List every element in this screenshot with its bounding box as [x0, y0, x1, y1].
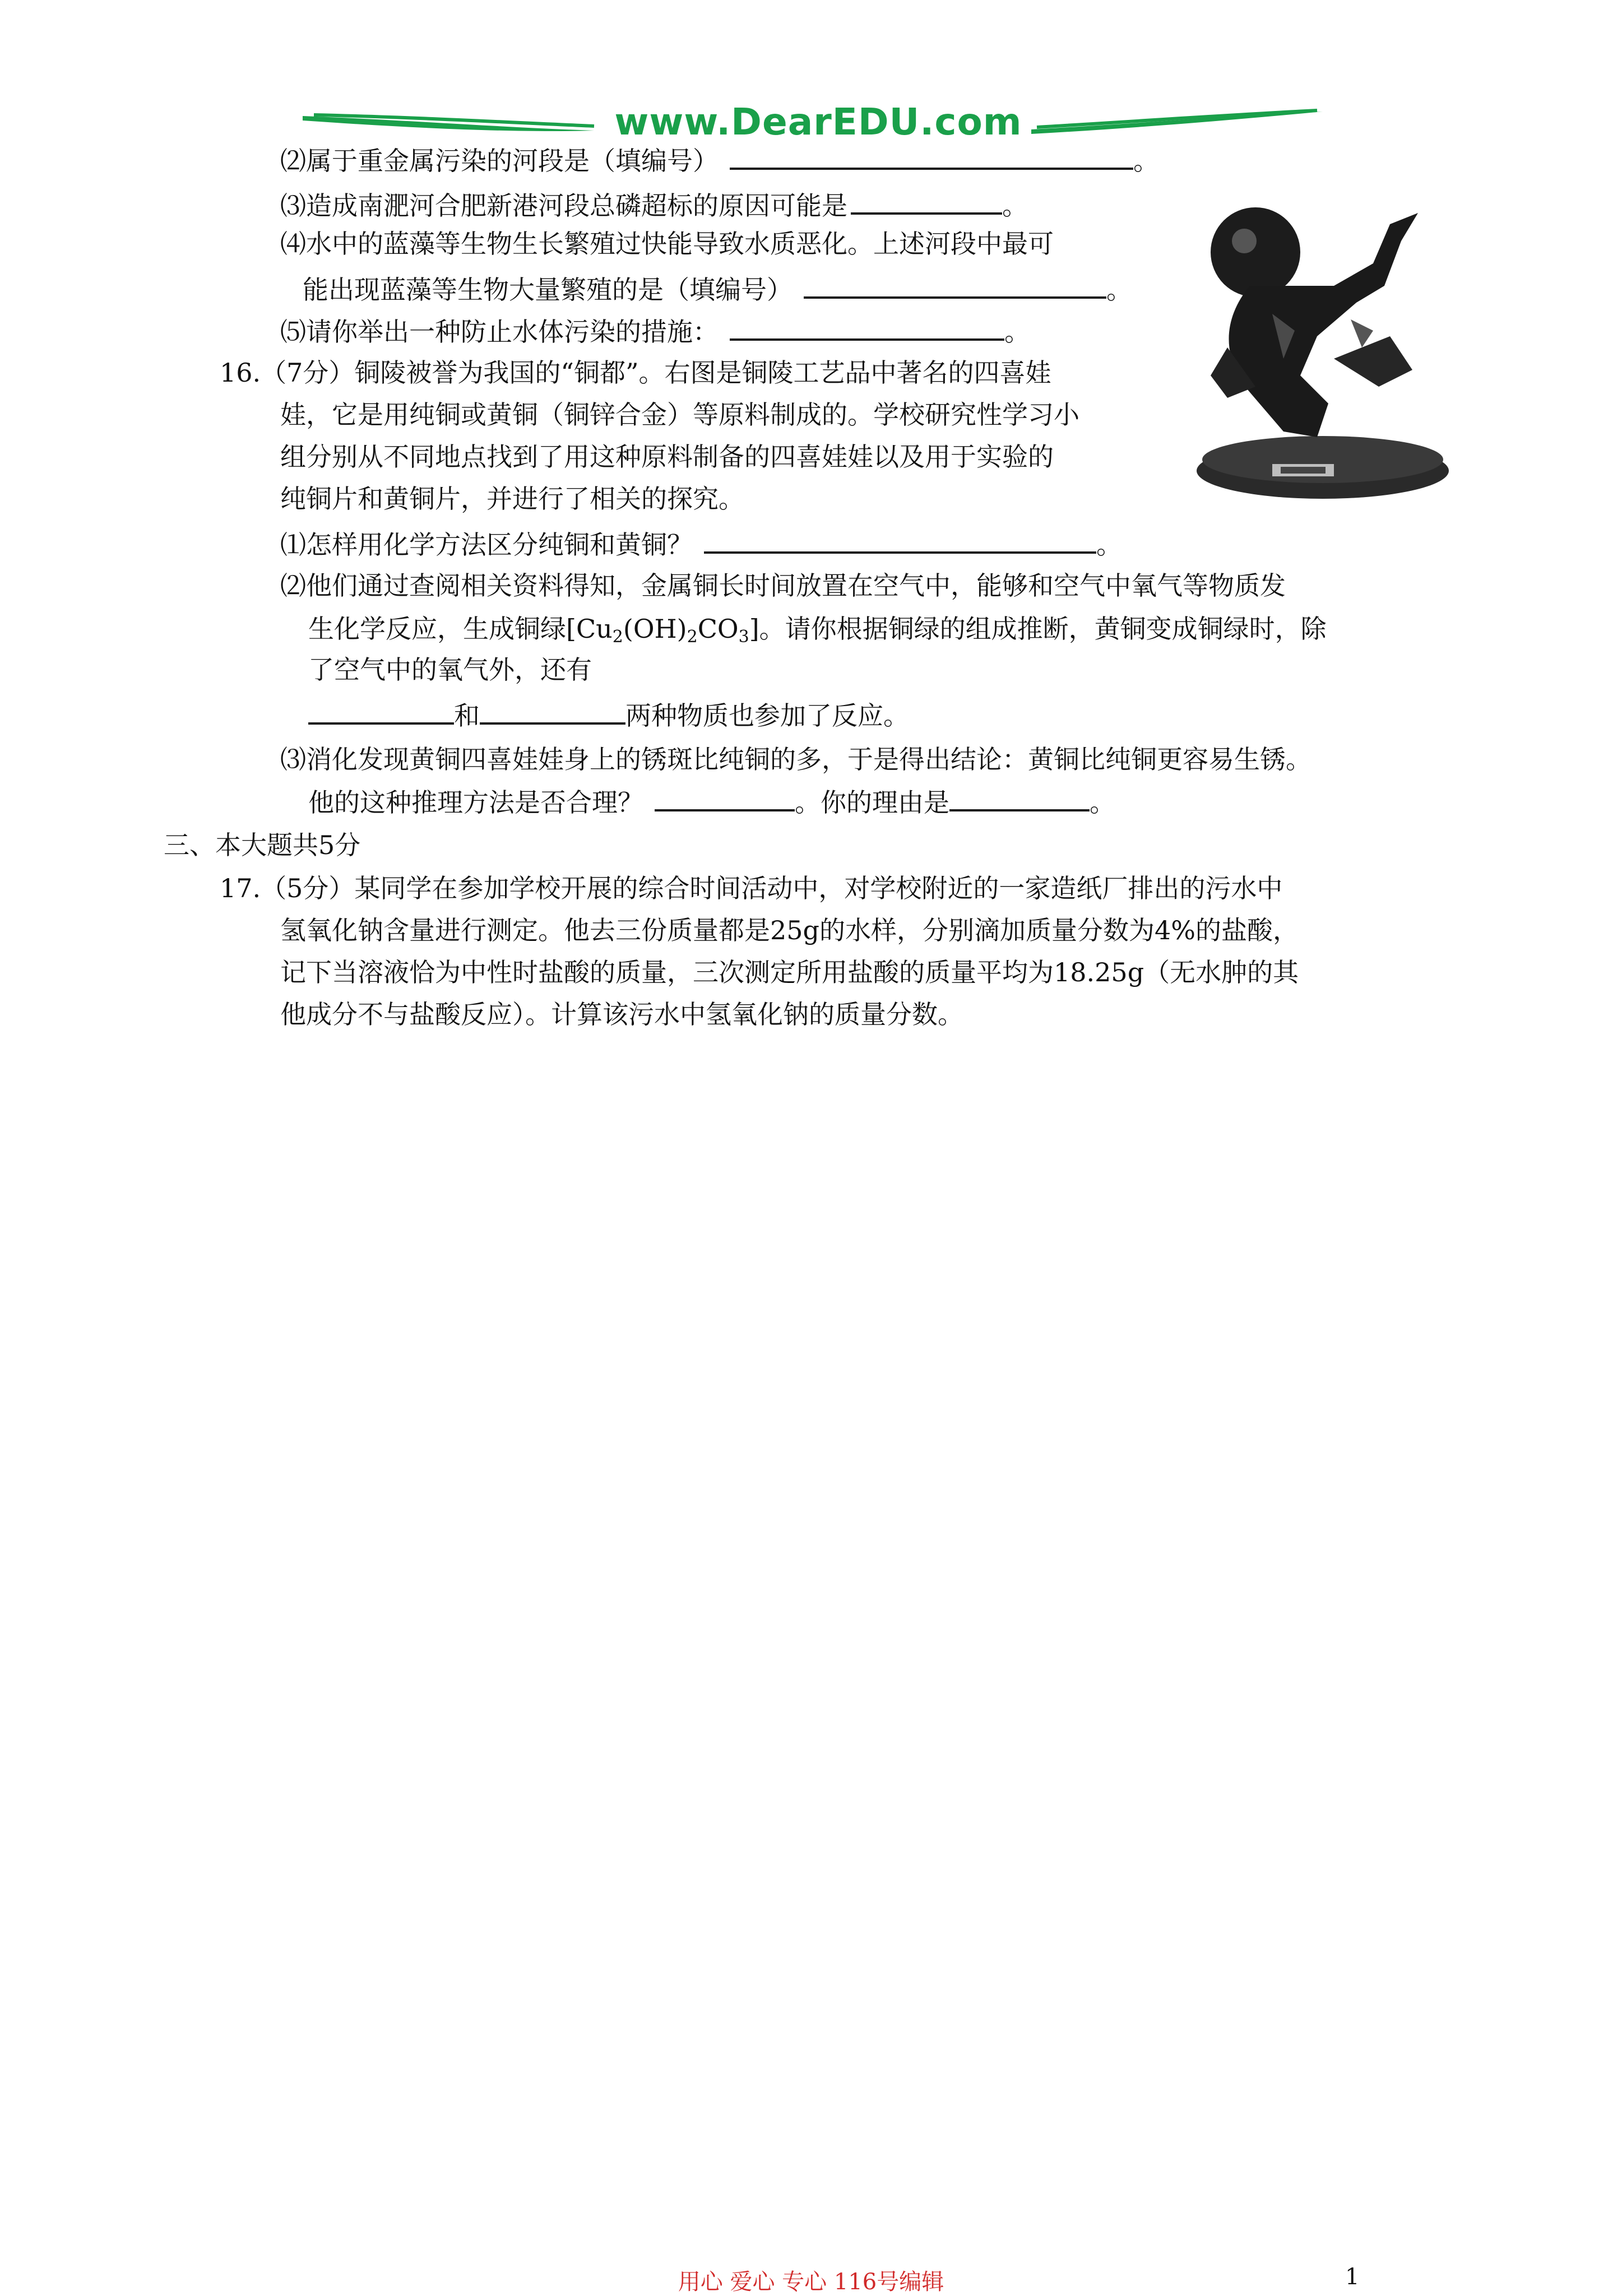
q16-line1: 16.（7分）铜陵被誉为我国的“铜都”。右图是铜陵工艺品中著名的四喜娃	[220, 358, 1051, 388]
q16-line2: 娃，它是用纯铜或黄铜（铜锌合金）等原料制成的。学校研究性学习小	[280, 400, 1079, 430]
q15-item3	[280, 188, 1028, 222]
answer-blank[interactable]	[949, 785, 1090, 811]
q16-item3-end: 。	[1090, 787, 1115, 818]
q17-line4: 他成分不与盐酸反应）。计算该污水中氢氧化钠的质量分数。	[280, 999, 963, 1029]
answer-blank[interactable]	[655, 785, 795, 811]
formula-subscript: 2	[612, 627, 623, 647]
q17-line3: 记下当溶液恰为中性时盐酸的质量，三次测定所用盐酸的质量平均为18.25g（无水肿的其	[280, 957, 1299, 987]
q15-item2	[280, 143, 1159, 178]
q15-item5-end: 。	[1004, 317, 1030, 347]
q16-item2-line1: ⑵他们通过查阅相关资料得知，金属铜长时间放置在空气中，能够和空气中氧气等物质发	[280, 570, 1286, 601]
formula-subscript: 2	[687, 627, 698, 647]
answer-blank[interactable]	[851, 188, 1002, 215]
q16-item1	[280, 527, 1122, 562]
footer-text: 用心 爱心 专心 116号编辑	[678, 2269, 944, 2295]
q16-item2-line2	[308, 612, 1327, 646]
q15-item4-line2	[303, 272, 1132, 307]
q15-item5	[280, 314, 1030, 349]
q16-and-text: 和	[454, 701, 480, 731]
formula-text: 生化学反应，生成铜绿[Cu	[308, 614, 613, 644]
answer-blank[interactable]	[804, 272, 1106, 299]
formula-text: (OH)	[623, 614, 687, 644]
copper-doll-figurine-icon	[1188, 191, 1452, 504]
header-logo	[303, 100, 1323, 149]
q16-item2-end: 两种物质也参加了反应。	[625, 701, 909, 731]
q16-item1-text: ⑴怎样用化学方法区分纯铜和黄铜？	[280, 530, 693, 560]
q16-item3-mid: 。你的理由是	[795, 787, 949, 818]
q16-item1-end: 。	[1096, 530, 1122, 560]
logo-text: www.DearEDU.com	[614, 100, 1022, 143]
formula-subscript: 3	[738, 627, 749, 647]
q16-line4: 纯铜片和黄铜片，并进行了相关的探究。	[280, 484, 744, 514]
answer-blank[interactable]	[704, 527, 1096, 554]
q15-item2-text: ⑵属于重金属污染的河段是（填编号）	[280, 146, 719, 176]
formula-text: ]。请你根据铜绿的组成推断，黄铜变成铜绿时，除	[749, 614, 1327, 644]
answer-blank[interactable]	[308, 698, 454, 725]
answer-blank[interactable]	[480, 698, 625, 725]
q15-item4-end: 。	[1106, 275, 1132, 305]
figurine-image	[1188, 191, 1452, 504]
q16-item3-line2	[308, 785, 1115, 819]
q16-item3-line1: ⑶消化发现黄铜四喜娃娃身上的锈斑比纯铜的多，于是得出结论：黄铜比纯铜更容易生锈。	[280, 744, 1311, 774]
formula-text: CO	[697, 614, 739, 644]
q15-item4-text: 能出现蓝藻等生物大量繁殖的是（填编号）	[303, 275, 793, 305]
answer-blank[interactable]	[730, 314, 1004, 341]
q16-line3: 组分别从不同地点找到了用这种原料制备的四喜娃娃以及用于实验的	[280, 442, 1054, 472]
q15-item3-text: ⑶造成南淝河合肥新港河段总磷超标的原因可能是	[280, 191, 847, 221]
q16-item3-text: 他的这种推理方法是否合理？	[308, 787, 643, 818]
section-title: 三、本大题共5分	[164, 830, 361, 860]
q15-item4-line1: ⑷水中的蓝藻等生物生长繁殖过快能导致水质恶化。上述河段中最可	[280, 229, 1054, 259]
page-number: 1	[1345, 2264, 1360, 2290]
q16-item2-line3: 了空气中的氧气外，还有	[308, 655, 592, 685]
answer-blank[interactable]	[730, 143, 1133, 170]
q17-line2: 氢氧化钠含量进行测定。他去三份质量都是25g的水样，分别滴加质量分数为4%的盐酸，	[280, 915, 1299, 945]
q17-line1: 17.（5分）某同学在参加学校开展的综合时间活动中，对学校附近的一家造纸厂排出的污水中	[220, 873, 1283, 903]
q15-item5-text: ⑸请你举出一种防止水体污染的措施：	[280, 317, 719, 347]
q15-item3-end: 。	[1002, 191, 1028, 221]
q16-item2-line4	[308, 698, 909, 732]
q15-item2-end: 。	[1133, 146, 1159, 176]
